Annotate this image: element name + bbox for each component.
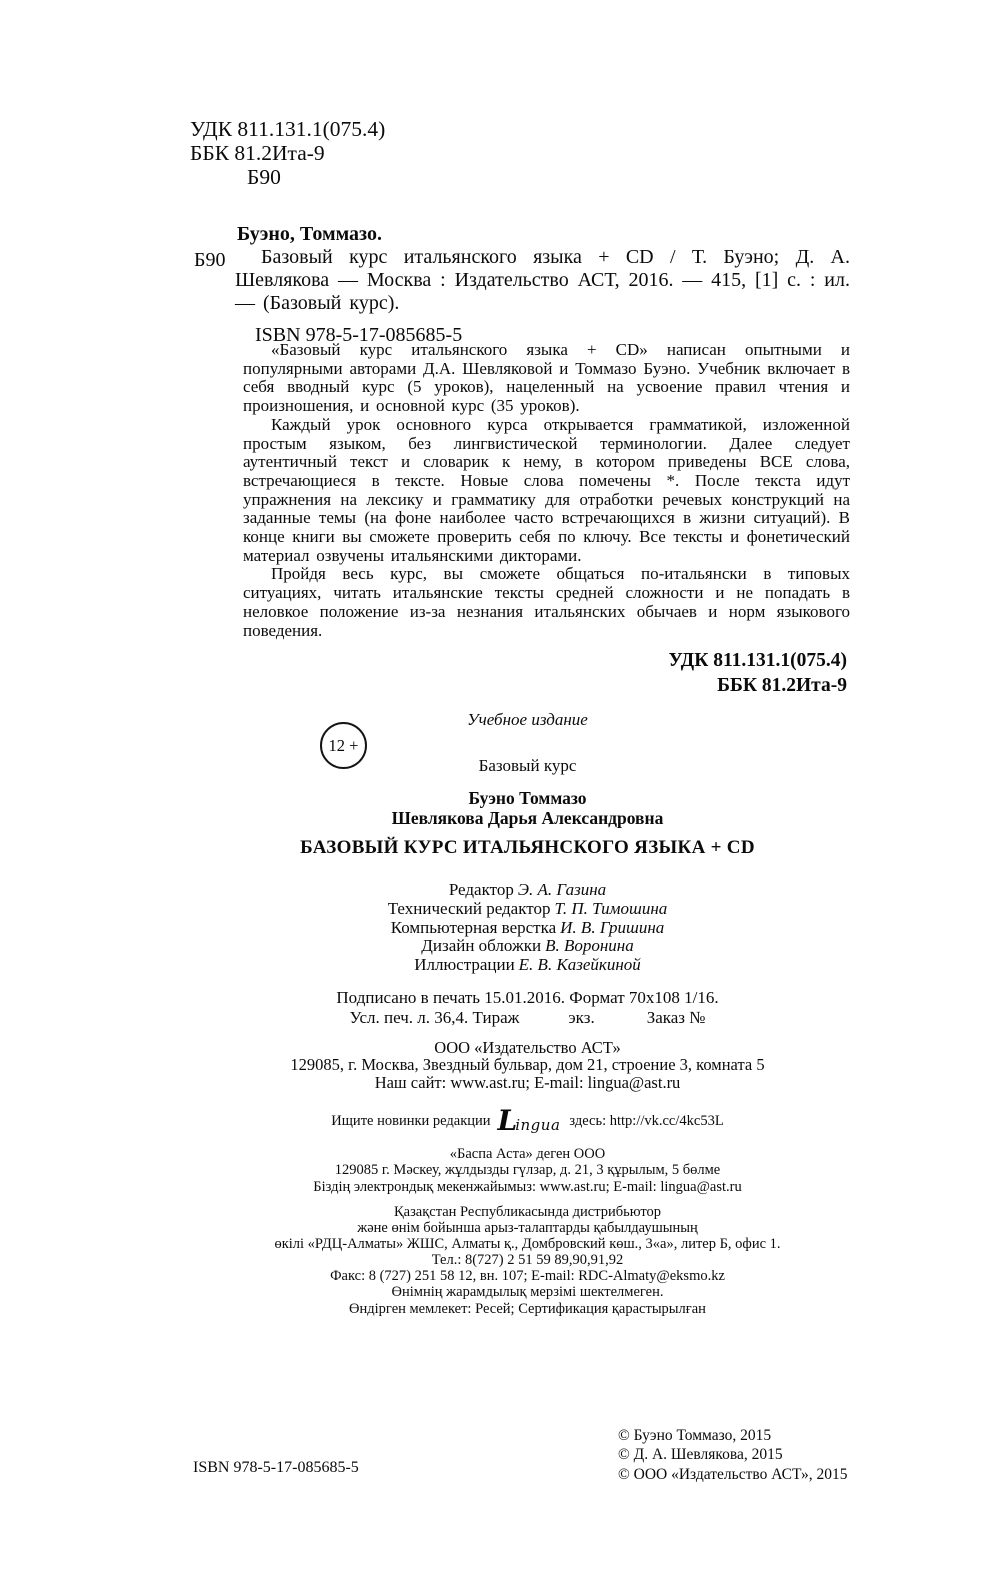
print-date-format-line: Подписано в печать 15.01.2016. Формат 70х108 1/16. — [336, 988, 719, 1007]
author-name-2: Шевлякова Дарья Александровна — [391, 807, 664, 828]
lingua-promo-line — [195, 1104, 860, 1137]
staff-line-tech-editor: Технический редактор Т. П. Тимошина — [387, 898, 668, 918]
kz-dist-origin: Өндірген мемлекет: Ресей; Сертификация қарастырылған — [349, 1300, 706, 1317]
staff-line-editor: Редактор Э. А. Газина — [448, 880, 607, 899]
age-rating-text: 12 + — [328, 735, 359, 755]
print-sheets-label: Усл. печ. л. 36,4. Тираж — [349, 1007, 520, 1027]
copies-label: экз. — [568, 1007, 595, 1027]
classification-codes-right — [668, 648, 847, 698]
lingua-promo-prefix: Ищите новинки редакции — [331, 1113, 491, 1129]
staff-credits — [195, 881, 860, 975]
staff-line-layout: Компьютерная верстка И. В. Гришина — [390, 917, 665, 937]
print-run-line — [195, 1008, 860, 1028]
lingua-logo: Lingua — [497, 1104, 561, 1137]
annotation-paragraph-1: «Базовый курс итальянского языка + CD» написан опытными и популярными авторами Д.А. Шевляковой и Томмазо Буэно. Учебник включает в себя вводный курс (5 уроков), нацеленный на усвоение правил чтения и произношения, и основной курс (35 уроков). — [243, 340, 850, 416]
kz-dist-phone: Тел.: 8(727) 2 51 59 89,90,91,92 — [431, 1252, 624, 1269]
kz-publisher-contacts: Біздің электрондық мекенжайымыз: www.ast.ru; E-mail: lingua@ast.ru — [313, 1178, 742, 1195]
kz-dist-line-1: Қазақстан Республикасында дистрибьютор — [393, 1204, 662, 1220]
copyright-author-1: © Буэно Томмазо, 2015 — [618, 1427, 772, 1444]
entry-author-sign: Б90 — [194, 249, 226, 271]
print-run-info — [195, 988, 860, 1027]
kz-dist-shelf-life: Өнімнің жарамдылық мерзімі шектелмеген. — [391, 1284, 664, 1301]
bbk-code: ББК 81.2Ита-9 — [190, 141, 325, 165]
kz-publisher-name: «Баспа Аста» деген ООО — [449, 1146, 606, 1162]
order-number-label: Заказ № — [646, 1007, 706, 1027]
kz-dist-line-2: және өнім бойынша арыз-талаптарды қабылдаушының — [357, 1220, 698, 1237]
kz-dist-line-3: өкілі «РДЦ-Алматы» ЖШС, Алматы қ., Домбровский көш., 3«а», литер Б, офис 1. — [274, 1236, 781, 1253]
kazakh-distributor-block — [195, 1204, 860, 1317]
entry-author-heading: Буэно, Томмазо. — [237, 223, 382, 245]
bottom-isbn: ISBN 978-5-17-085685-5 — [193, 1459, 359, 1476]
entry-description: Базовый курс итальянского языка + CD / Т. Буэно; Д. А. Шевлякова — Москва : Издательство АСТ, 2016. — 415, [1] с. : ил. — (Базовый курс). — [235, 246, 850, 314]
author-name-1: Буэно Томмазо — [468, 788, 587, 808]
kz-dist-fax-email: Факс: 8 (727) 251 58 12, вн. 107; E-mail: RDC-Almaty@eksmo.kz — [330, 1268, 725, 1285]
annotation-paragraph-2: Каждый урок основного курса открывается грамматикой, изложенной простым языком, без лингвистической терминологии. Далее следует аутентичный текст и словарик к нему, в котором приведены ВСЕ слова, встречающиеся в тексте. Новые слова помечены *. После текста идут упражнения на лексику и грамматику для отработки речевых конструкций на заданные темы (на фоне наиболее часто встречающихся в жизни ситуаций). В конце книги вы сможете проверить себя по ключу. Все тексты и фонетический материал озвучены итальянскими дикторами. — [243, 414, 850, 565]
book-title: БАЗОВЫЙ КУРС ИТАЛЬЯНСКОГО ЯЗЫКА + CD — [300, 837, 755, 858]
bibliographic-entry — [192, 223, 852, 347]
lingua-promo-link-text: здесь: http://vk.cc/4kc53L — [569, 1113, 724, 1129]
udk-code-right: УДК 811.131.1(075.4) — [668, 650, 847, 671]
kz-publisher-address: 129085 г. Мәскеу, жұлдызды гүлзар, д. 21, 3 құрылым, 5 бөлме — [334, 1162, 721, 1179]
publisher-contacts: Наш сайт: www.ast.ru; E-mail: lingua@ast.ru — [374, 1072, 681, 1092]
annotation-block — [243, 341, 850, 640]
annotation-paragraph-3: Пройдя весь курс, вы сможете общаться по-итальянски в типовых ситуациях, читать итальянские тексты средней сложности и не попадать в неловкое положение из-за незнания итальянских обычаев и норм языкового поведения. — [243, 564, 850, 640]
copyright-block — [618, 1426, 848, 1484]
publisher-block — [195, 1039, 860, 1091]
edition-type-label: Учебное издание — [467, 710, 588, 729]
staff-line-cover-design: Дизайн обложки В. Воронина — [421, 936, 634, 956]
entry-isbn: ISBN 978-5-17-085685-5 — [255, 324, 463, 346]
bbk-code-right: ББК 81.2Ита-9 — [717, 675, 847, 696]
staff-line-illustrations: Иллюстрации Е. В. Казейкиной — [414, 955, 641, 975]
publisher-name: ООО «Издательство АСТ» — [434, 1038, 621, 1057]
series-name: Базовый курс — [478, 756, 577, 775]
author-sign-code: Б90 — [247, 165, 281, 189]
kazakh-publisher-block — [195, 1146, 860, 1195]
udk-code: УДК 811.131.1(075.4) — [190, 117, 386, 141]
copyright-publisher: © ООО «Издательство АСТ», 2015 — [618, 1465, 848, 1483]
classification-codes-top — [190, 117, 385, 189]
authors-block — [195, 789, 860, 828]
copyright-author-2: © Д. А. Шевлякова, 2015 — [618, 1446, 783, 1464]
publisher-address: 129085, г. Москва, Звездный бульвар, дом 21, строение 3, комната 5 — [290, 1055, 765, 1075]
